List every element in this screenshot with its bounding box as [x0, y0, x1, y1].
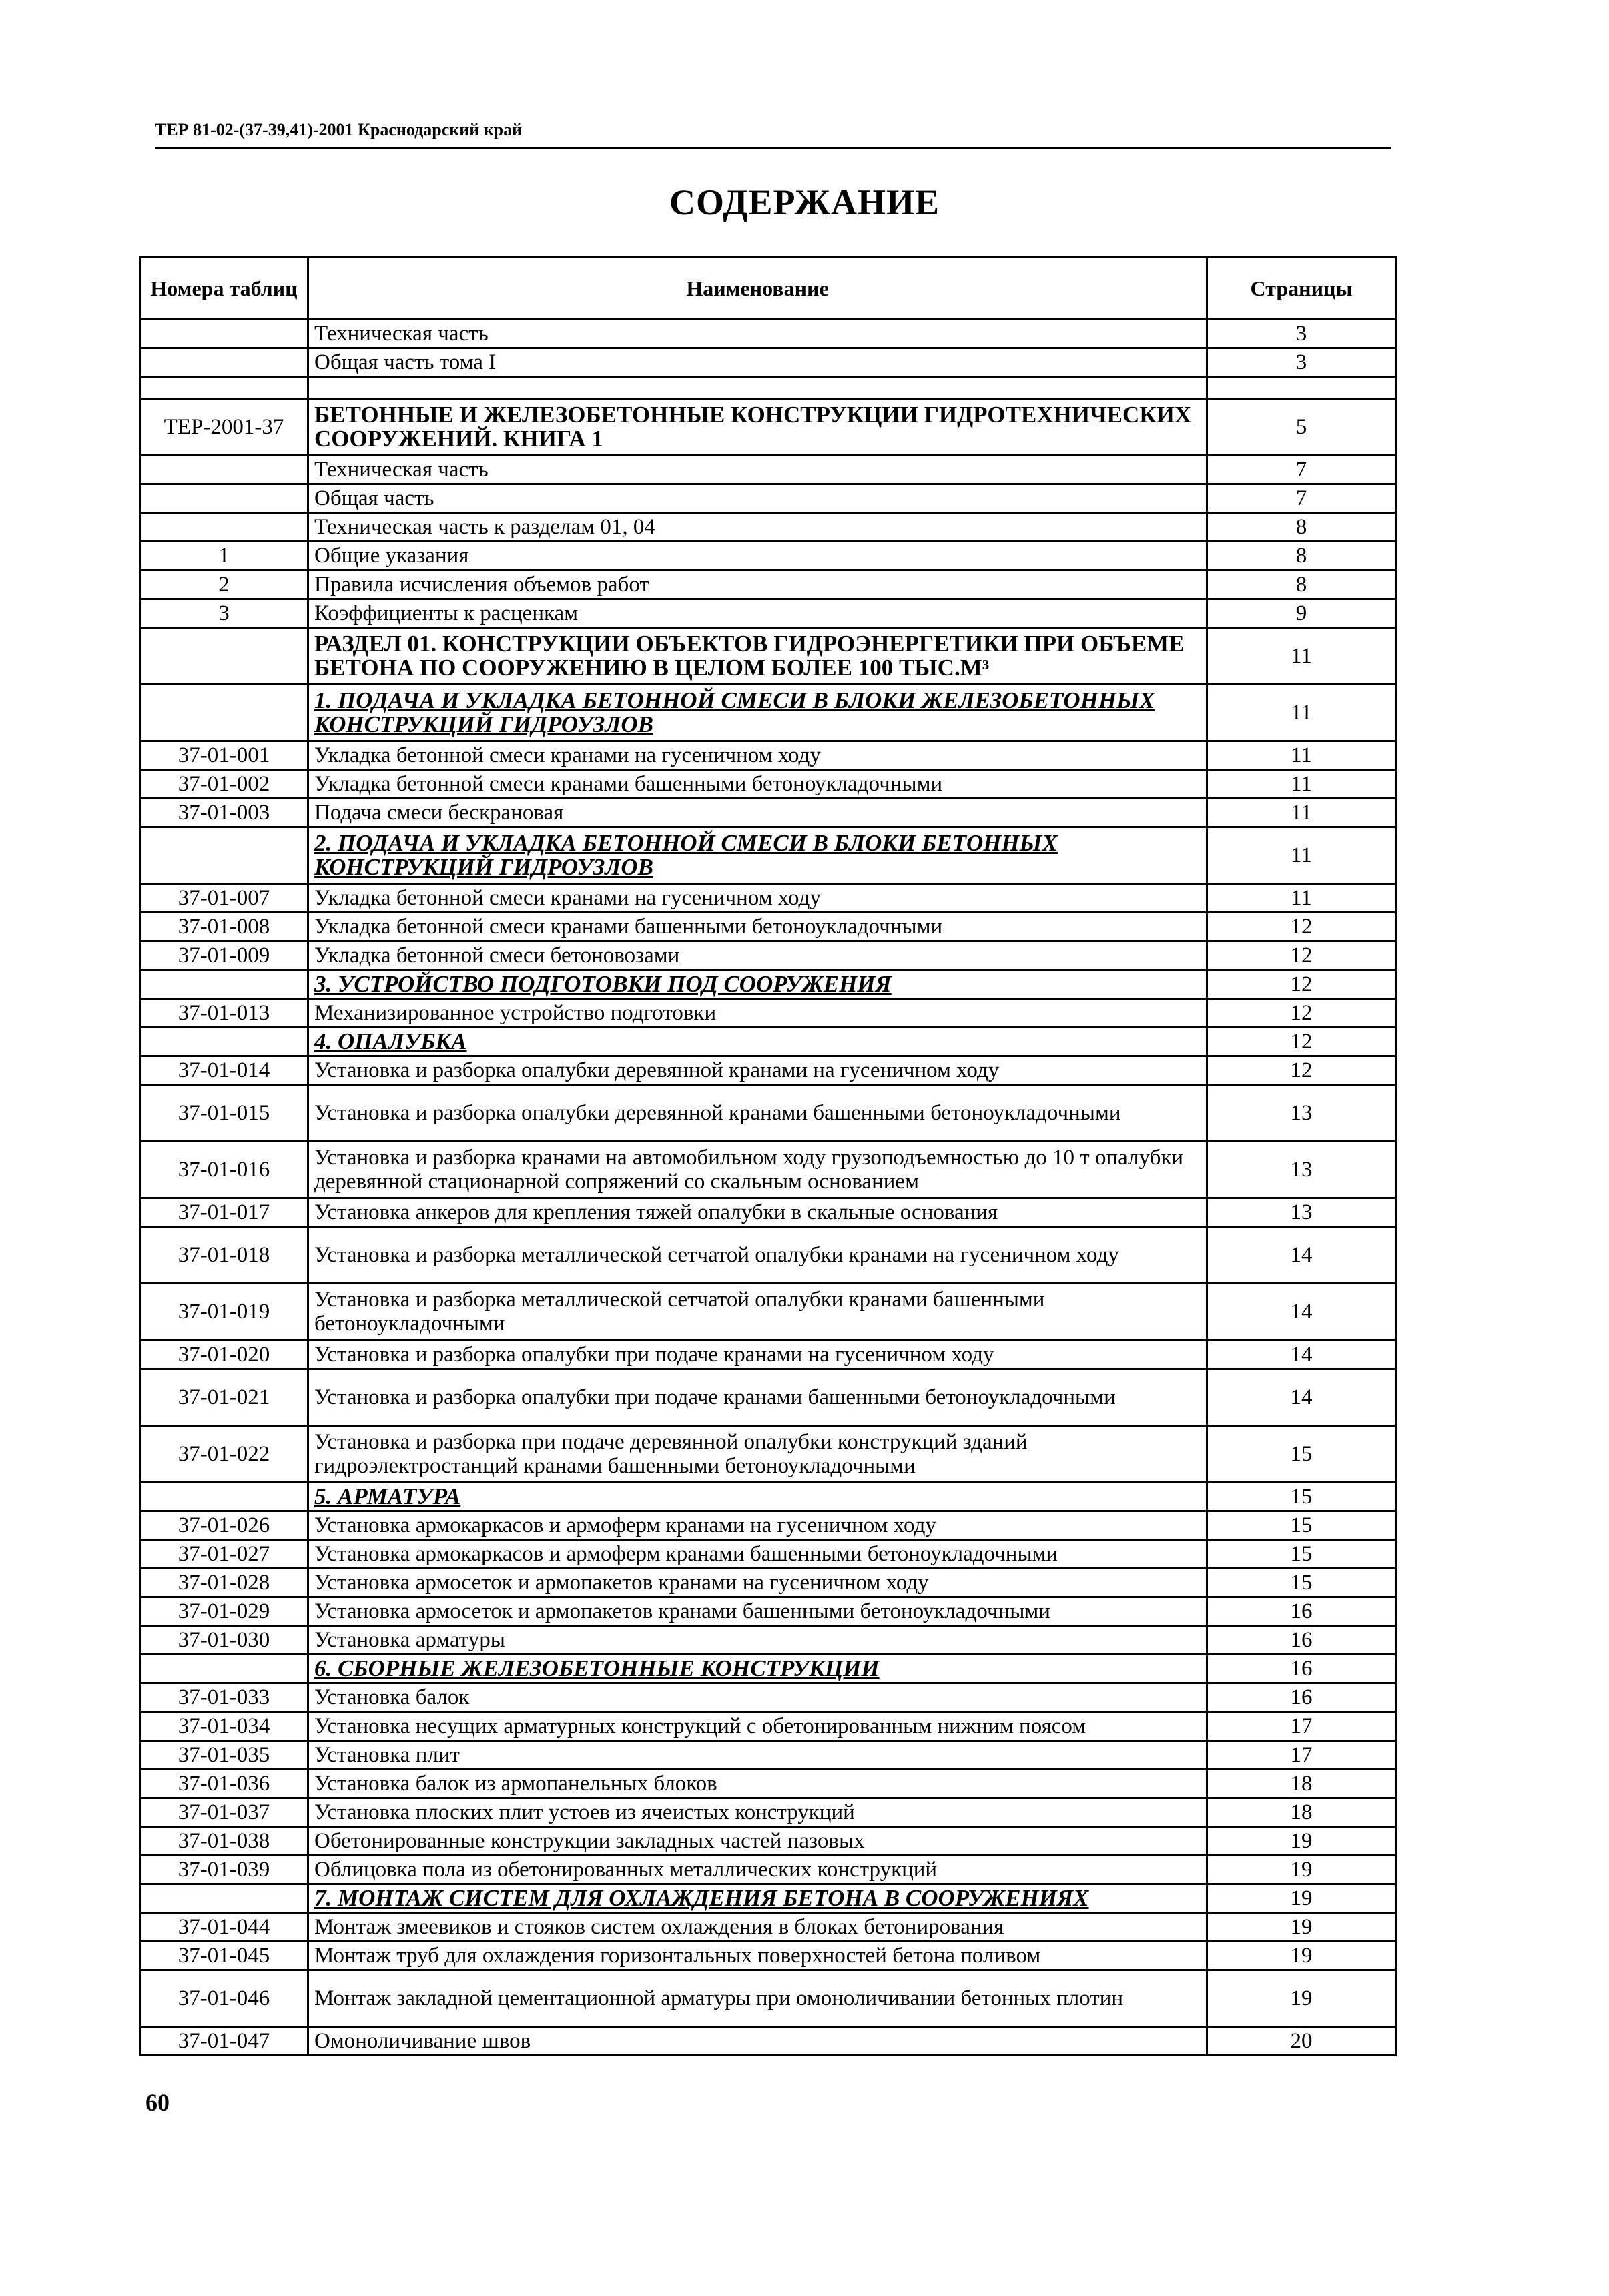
table-row — [140, 770, 1396, 799]
table-number-cell: 2 — [140, 570, 308, 599]
page-number-cell: 8 — [1207, 542, 1396, 570]
table-row — [140, 513, 1396, 542]
page-number-cell: 17 — [1207, 1712, 1396, 1741]
table-row — [140, 1511, 1396, 1540]
table-row — [140, 1142, 1396, 1198]
table-row — [140, 999, 1396, 1028]
item-name-cell: Установка армокаркасов и армоферм кранами башенными бетоноукладочными — [308, 1540, 1207, 1569]
table-number-cell: 37-01-014 — [140, 1056, 308, 1085]
table-number-cell: 37-01-037 — [140, 1798, 308, 1827]
item-name-cell: Монтаж змеевиков и стояков систем охлаждения в блоках бетонирования — [308, 1913, 1207, 1942]
page-number-cell: 7 — [1207, 456, 1396, 484]
table-row — [140, 1970, 1396, 2027]
page-number-cell: 5 — [1207, 399, 1396, 456]
item-name-cell: Установка и разборка опалубки при подаче кранами на гусеничном ходу — [308, 1341, 1207, 1369]
item-name-cell: 5. АРМАТУРА — [308, 1483, 1207, 1511]
item-name-cell: Установка балок — [308, 1683, 1207, 1712]
page-number-cell: 19 — [1207, 1827, 1396, 1856]
table-row — [140, 1770, 1396, 1798]
item-name-cell: Общая часть тома I — [308, 348, 1207, 377]
table-row — [140, 1827, 1396, 1856]
item-name-cell: Установка и разборка металлической сетчатой опалубки кранами на гусеничном ходу — [308, 1227, 1207, 1284]
item-name-cell: 2. ПОДАЧА И УКЛАДКА БЕТОННОЙ СМЕСИ В БЛОКИ БЕТОННЫХ КОНСТРУКЦИЙ ГИДРОУЗЛОВ — [308, 827, 1207, 884]
table-number-cell: 37-01-020 — [140, 1341, 308, 1369]
table-row — [140, 1341, 1396, 1369]
table-row — [140, 1426, 1396, 1483]
item-name-cell: Подача смеси бескрановая — [308, 799, 1207, 827]
item-name-cell: Установка и разборка опалубки деревянной кранами башенными бетоноукладочными — [308, 1085, 1207, 1142]
item-name-cell: Укладка бетонной смеси кранами на гусеничном ходу — [308, 741, 1207, 770]
table-row — [140, 1597, 1396, 1626]
page-number-cell: 11 — [1207, 628, 1396, 685]
table-number-cell: 37-01-036 — [140, 1770, 308, 1798]
page-number-cell: 8 — [1207, 513, 1396, 542]
contents-table — [139, 256, 1397, 2056]
item-name-cell: Общая часть — [308, 484, 1207, 513]
page-number: 60 — [145, 2089, 170, 2116]
table-number-cell: 37-01-017 — [140, 1198, 308, 1227]
page-number-cell: 11 — [1207, 685, 1396, 741]
table-number-cell — [140, 456, 308, 484]
item-name-cell: БЕТОННЫЕ И ЖЕЛЕЗОБЕТОННЫЕ КОНСТРУКЦИИ ГИДРОТЕХНИЧЕСКИХ СООРУЖЕНИЙ. КНИГА 1 — [308, 399, 1207, 456]
item-name-cell: Установка армосеток и армопакетов кранами на гусеничном ходу — [308, 1569, 1207, 1597]
page-number-cell: 14 — [1207, 1284, 1396, 1341]
page-number-cell: 11 — [1207, 741, 1396, 770]
item-name-cell: Облицовка пола из обетонированных металлических конструкций — [308, 1856, 1207, 1884]
page-number-cell: 16 — [1207, 1597, 1396, 1626]
page-number-cell: 3 — [1207, 348, 1396, 377]
page-number-cell: 16 — [1207, 1626, 1396, 1655]
header-pages: Страницы — [1207, 258, 1396, 320]
table-row — [140, 1741, 1396, 1770]
page-number-cell: 16 — [1207, 1683, 1396, 1712]
page-number-cell: 12 — [1207, 913, 1396, 941]
item-name-cell: Укладка бетонной смеси кранами башенными бетоноукладочными — [308, 770, 1207, 799]
table-number-cell: 37-01-033 — [140, 1683, 308, 1712]
page-number-cell: 12 — [1207, 999, 1396, 1028]
table-number-cell — [140, 970, 308, 999]
table-number-cell: 37-01-008 — [140, 913, 308, 941]
table-number-cell: 37-01-026 — [140, 1511, 308, 1540]
table-number-cell: 37-01-045 — [140, 1942, 308, 1970]
table-row — [140, 628, 1396, 685]
page-number-cell: 15 — [1207, 1511, 1396, 1540]
table-row — [140, 827, 1396, 884]
table-row — [140, 1626, 1396, 1655]
item-name-cell: Установка балок из армопанельных блоков — [308, 1770, 1207, 1798]
table-number-cell — [140, 377, 308, 399]
page-number-cell: 20 — [1207, 2027, 1396, 2056]
table-number-cell: ТЕР-2001-37 — [140, 399, 308, 456]
table-number-cell — [140, 348, 308, 377]
item-name-cell: 7. МОНТАЖ СИСТЕМ ДЛЯ ОХЛАЖДЕНИЯ БЕТОНА В СООРУЖЕНИЯХ — [308, 1884, 1207, 1913]
table-row — [140, 799, 1396, 827]
item-name-cell: РАЗДЕЛ 01. КОНСТРУКЦИИ ОБЪЕКТОВ ГИДРОЭНЕРГЕТИКИ ПРИ ОБЪЕМЕ БЕТОНА ПО СООРУЖЕНИЮ В ЦЕЛОМ БОЛЕЕ 100 ТЫС.М³ — [308, 628, 1207, 685]
page-number-cell — [1207, 377, 1396, 399]
table-number-cell: 37-01-022 — [140, 1426, 308, 1483]
contents-body — [140, 320, 1396, 2056]
table-number-cell: 37-01-016 — [140, 1142, 308, 1198]
table-header-row — [140, 258, 1396, 320]
table-row — [140, 1085, 1396, 1142]
table-row — [140, 542, 1396, 570]
table-row — [140, 1884, 1396, 1913]
page-number-cell: 14 — [1207, 1341, 1396, 1369]
item-name-cell: Укладка бетонной смеси бетоновозами — [308, 941, 1207, 970]
table-row — [140, 913, 1396, 941]
table-row — [140, 1942, 1396, 1970]
table-number-cell: 37-01-009 — [140, 941, 308, 970]
item-name-cell: Установка армокаркасов и армоферм кранами на гусеничном ходу — [308, 1511, 1207, 1540]
item-name-cell: Установка и разборка опалубки при подаче кранами башенными бетоноукладочными — [308, 1369, 1207, 1426]
table-row — [140, 1712, 1396, 1741]
item-name-cell: Установка анкеров для крепления тяжей опалубки в скальные основания — [308, 1198, 1207, 1227]
table-row — [140, 1683, 1396, 1712]
item-name-cell: Монтаж закладной цементационной арматуры при омоноличивании бетонных плотин — [308, 1970, 1207, 2027]
table-row — [140, 970, 1396, 999]
table-row — [140, 1227, 1396, 1284]
table-number-cell: 37-01-021 — [140, 1369, 308, 1426]
item-name-cell: Техническая часть — [308, 320, 1207, 348]
table-row — [140, 884, 1396, 913]
page-number-cell: 14 — [1207, 1227, 1396, 1284]
table-number-cell: 37-01-030 — [140, 1626, 308, 1655]
page-number-cell: 19 — [1207, 1884, 1396, 1913]
table-row — [140, 1483, 1396, 1511]
page-number-cell: 11 — [1207, 827, 1396, 884]
item-name-cell: Установка и разборка кранами на автомобильном ходу грузоподъемностью до 10 т опалубки деревянной стационарной сопряжений со скальным основанием — [308, 1142, 1207, 1198]
page-number-cell: 3 — [1207, 320, 1396, 348]
table-row — [140, 1369, 1396, 1426]
page-number-cell: 18 — [1207, 1770, 1396, 1798]
table-number-cell: 37-01-046 — [140, 1970, 308, 2027]
page-number-cell: 12 — [1207, 970, 1396, 999]
table-row — [140, 484, 1396, 513]
table-number-cell — [140, 1028, 308, 1056]
page-number-cell: 13 — [1207, 1198, 1396, 1227]
table-row — [140, 741, 1396, 770]
table-number-cell — [140, 484, 308, 513]
page-number-cell: 12 — [1207, 941, 1396, 970]
table-row — [140, 348, 1396, 377]
table-row — [140, 1284, 1396, 1341]
table-row — [140, 1540, 1396, 1569]
item-name-cell: Установка и разборка металлической сетчатой опалубки кранами башенными бетоноукладочными — [308, 1284, 1207, 1341]
page-number-cell: 19 — [1207, 1913, 1396, 1942]
item-name-cell: Установка арматуры — [308, 1626, 1207, 1655]
table-row — [140, 320, 1396, 348]
item-name-cell: Техническая часть к разделам 01, 04 — [308, 513, 1207, 542]
item-name-cell: Установка плоских плит устоев из ячеистых конструкций — [308, 1798, 1207, 1827]
table-row — [140, 1655, 1396, 1683]
item-name-cell: Установка и разборка при подаче деревянной опалубки конструкций зданий гидроэлектростанций кранами башенными бетоноукладочными — [308, 1426, 1207, 1483]
table-number-cell: 37-01-003 — [140, 799, 308, 827]
table-row — [140, 377, 1396, 399]
table-row — [140, 685, 1396, 741]
item-name-cell — [308, 377, 1207, 399]
table-number-cell: 1 — [140, 542, 308, 570]
table-row — [140, 570, 1396, 599]
page-number-cell: 19 — [1207, 1942, 1396, 1970]
item-name-cell: Правила исчисления объемов работ — [308, 570, 1207, 599]
page-number-cell: 15 — [1207, 1540, 1396, 1569]
table-number-cell: 37-01-038 — [140, 1827, 308, 1856]
page-number-cell: 15 — [1207, 1569, 1396, 1597]
table-row — [140, 1856, 1396, 1884]
table-number-cell: 37-01-001 — [140, 741, 308, 770]
table-number-cell: 37-01-015 — [140, 1085, 308, 1142]
page-number-cell: 12 — [1207, 1028, 1396, 1056]
header-table-numbers: Номера таблиц — [140, 258, 308, 320]
table-number-cell: 37-01-002 — [140, 770, 308, 799]
header-name: Наименование — [308, 258, 1207, 320]
page-number-cell: 13 — [1207, 1142, 1396, 1198]
table-number-cell — [140, 685, 308, 741]
table-row — [140, 1913, 1396, 1942]
item-name-cell: Укладка бетонной смеси кранами на гусеничном ходу — [308, 884, 1207, 913]
page-number-cell: 11 — [1207, 770, 1396, 799]
table-number-cell — [140, 827, 308, 884]
table-number-cell: 37-01-044 — [140, 1913, 308, 1942]
table-number-cell — [140, 628, 308, 685]
page-number-cell: 18 — [1207, 1798, 1396, 1827]
item-name-cell: Коэффициенты к расценкам — [308, 599, 1207, 628]
table-number-cell — [140, 1884, 308, 1913]
page-number-cell: 11 — [1207, 799, 1396, 827]
item-name-cell: Укладка бетонной смеси кранами башенными бетоноукладочными — [308, 913, 1207, 941]
table-row — [140, 1198, 1396, 1227]
item-name-cell: Обетонированные конструкции закладных частей пазовых — [308, 1827, 1207, 1856]
page-number-cell: 12 — [1207, 1056, 1396, 1085]
item-name-cell: Установка плит — [308, 1741, 1207, 1770]
item-name-cell: Омоноличивание швов — [308, 2027, 1207, 2056]
table-row — [140, 1569, 1396, 1597]
table-number-cell — [140, 1483, 308, 1511]
page-number-cell: 15 — [1207, 1426, 1396, 1483]
page-number-cell: 16 — [1207, 1655, 1396, 1683]
item-name-cell: Общие указания — [308, 542, 1207, 570]
table-row — [140, 456, 1396, 484]
table-row — [140, 599, 1396, 628]
item-name-cell: Установка несущих арматурных конструкций с обетонированным нижним поясом — [308, 1712, 1207, 1741]
page-number-cell: 13 — [1207, 1085, 1396, 1142]
running-head: ТЕР 81-02-(37-39,41)-2001 Краснодарский край — [155, 120, 523, 139]
table-number-cell: 37-01-035 — [140, 1741, 308, 1770]
header-rule — [155, 147, 1391, 149]
table-number-cell — [140, 1655, 308, 1683]
item-name-cell: 3. УСТРОЙСТВО ПОДГОТОВКИ ПОД СООРУЖЕНИЯ — [308, 970, 1207, 999]
table-number-cell: 37-01-013 — [140, 999, 308, 1028]
table-row — [140, 1798, 1396, 1827]
item-name-cell: 1. ПОДАЧА И УКЛАДКА БЕТОННОЙ СМЕСИ В БЛОКИ ЖЕЛЕЗОБЕТОННЫХ КОНСТРУКЦИЙ ГИДРОУЗЛОВ — [308, 685, 1207, 741]
table-number-cell: 37-01-027 — [140, 1540, 308, 1569]
item-name-cell: Монтаж труб для охлаждения горизонтальных поверхностей бетона поливом — [308, 1942, 1207, 1970]
table-number-cell: 37-01-028 — [140, 1569, 308, 1597]
item-name-cell: 6. СБОРНЫЕ ЖЕЛЕЗОБЕТОННЫЕ КОНСТРУКЦИИ — [308, 1655, 1207, 1683]
item-name-cell: 4. ОПАЛУБКА — [308, 1028, 1207, 1056]
page-number-cell: 7 — [1207, 484, 1396, 513]
table-number-cell: 37-01-018 — [140, 1227, 308, 1284]
table-row — [140, 1056, 1396, 1085]
table-row — [140, 1028, 1396, 1056]
table-number-cell: 3 — [140, 599, 308, 628]
page-number-cell: 9 — [1207, 599, 1396, 628]
page-number-cell: 8 — [1207, 570, 1396, 599]
page-number-cell: 15 — [1207, 1483, 1396, 1511]
page-number-cell: 17 — [1207, 1741, 1396, 1770]
table-number-cell: 37-01-029 — [140, 1597, 308, 1626]
page-number-cell: 11 — [1207, 884, 1396, 913]
item-name-cell: Установка армосеток и армопакетов кранами башенными бетоноукладочными — [308, 1597, 1207, 1626]
table-number-cell: 37-01-007 — [140, 884, 308, 913]
table-number-cell — [140, 513, 308, 542]
table-row — [140, 2027, 1396, 2056]
table-row — [140, 399, 1396, 456]
table-number-cell: 37-01-034 — [140, 1712, 308, 1741]
page-number-cell: 19 — [1207, 1856, 1396, 1884]
page-number-cell: 14 — [1207, 1369, 1396, 1426]
table-number-cell — [140, 320, 308, 348]
page-number-cell: 19 — [1207, 1970, 1396, 2027]
item-name-cell: Установка и разборка опалубки деревянной кранами на гусеничном ходу — [308, 1056, 1207, 1085]
table-number-cell: 37-01-039 — [140, 1856, 308, 1884]
page-title: СОДЕРЖАНИЕ — [669, 182, 940, 222]
table-number-cell: 37-01-019 — [140, 1284, 308, 1341]
item-name-cell: Механизированное устройство подготовки — [308, 999, 1207, 1028]
table-row — [140, 941, 1396, 970]
table-number-cell: 37-01-047 — [140, 2027, 308, 2056]
item-name-cell: Техническая часть — [308, 456, 1207, 484]
